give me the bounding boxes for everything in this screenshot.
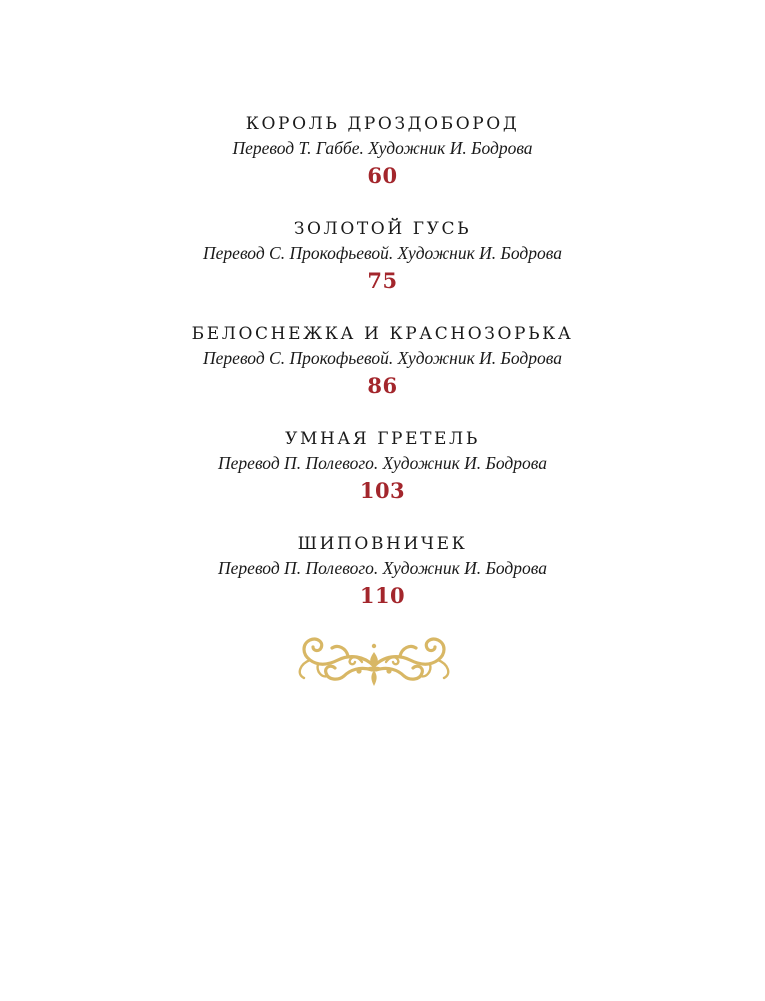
floral-divider-icon: [288, 626, 460, 688]
entry-credit: Перевод П. Полевого. Художник И. Бодрова: [218, 453, 547, 473]
entry-page-number: 60: [367, 163, 398, 188]
entry-title: УМНАЯ ГРЕТЕЛЬ: [285, 429, 480, 449]
entry-page-number: 110: [359, 583, 406, 608]
entry-page-number: 103: [359, 478, 406, 503]
toc-entry: [0, 110, 765, 215]
table-of-contents: [0, 110, 765, 635]
entry-credit: Перевод С. Прокофьевой. Художник И. Бодрова: [203, 243, 562, 263]
entry-page-number: 75: [367, 268, 398, 293]
toc-entry: [0, 425, 765, 530]
entry-title: КОРОЛЬ ДРОЗДОБОРОД: [245, 114, 520, 134]
entry-credit: Перевод Т. Габбе. Художник И. Бодрова: [232, 138, 533, 158]
entry-title: ЗОЛОТОЙ ГУСЬ: [293, 219, 472, 239]
entry-credit: Перевод П. Полевого. Художник И. Бодрова: [218, 558, 547, 578]
entry-title: ШИПОВНИЧЕК: [297, 534, 468, 554]
entry-title: БЕЛОСНЕЖКА И КРАСНОЗОРЬКА: [191, 324, 574, 344]
entry-page-number: 86: [367, 373, 398, 398]
toc-entry: [0, 530, 765, 635]
toc-entry: [0, 320, 765, 425]
toc-entry: [0, 215, 765, 320]
entry-credit: Перевод С. Прокофьевой. Художник И. Бодрова: [203, 348, 562, 368]
